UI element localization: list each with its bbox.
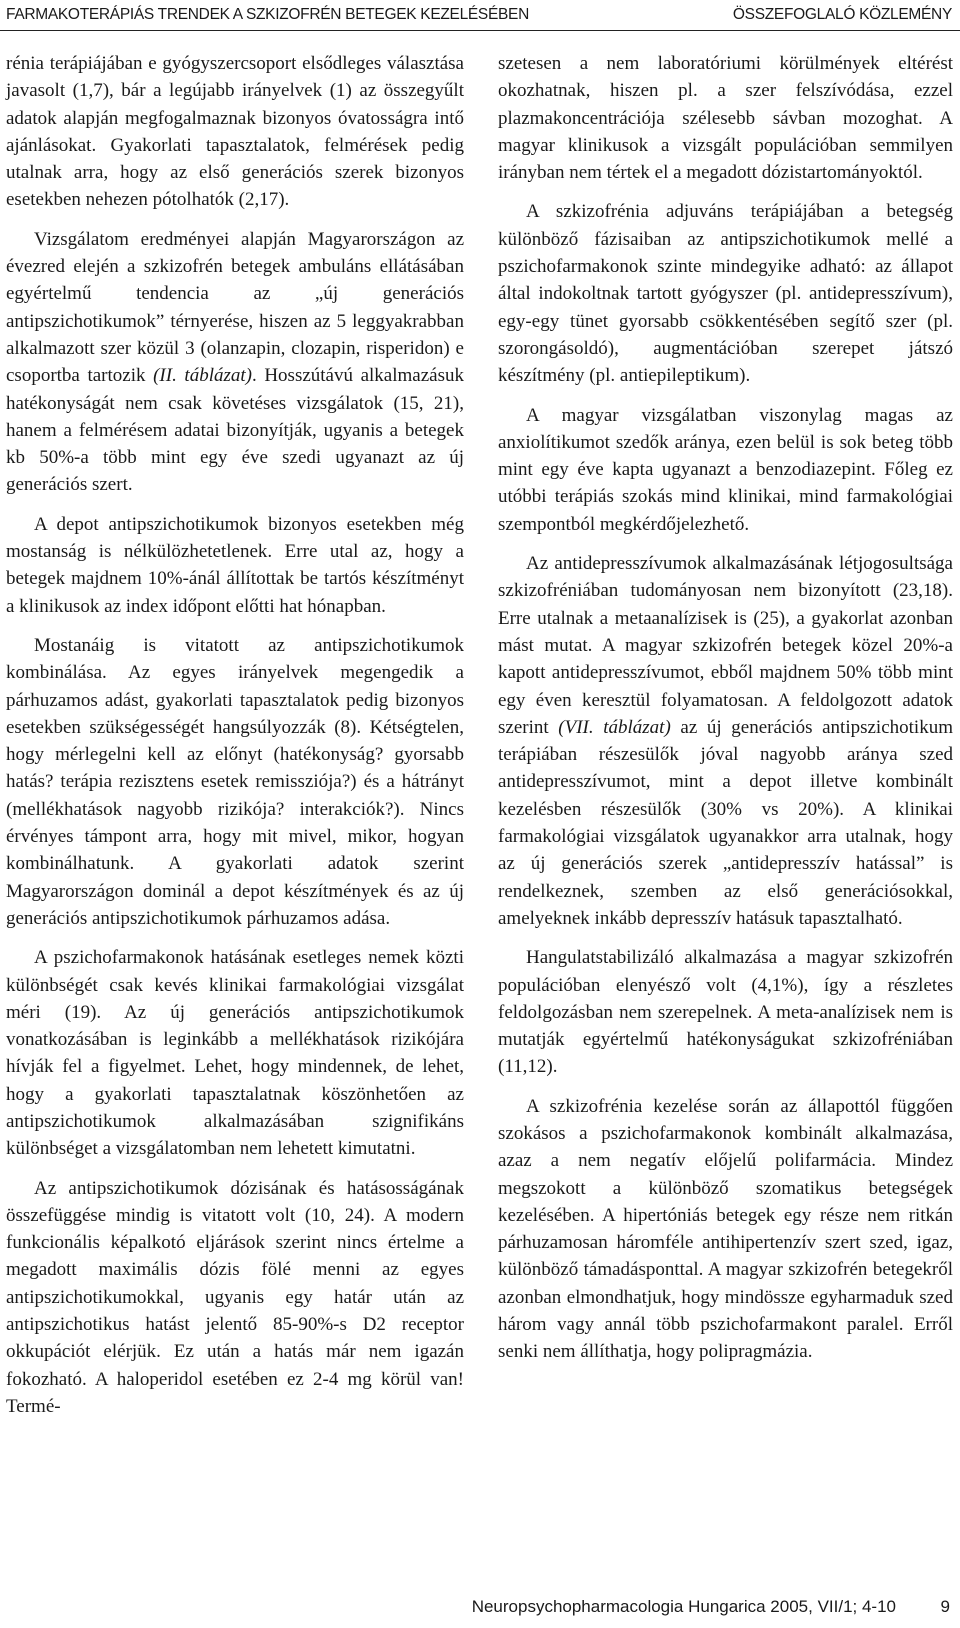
paragraph: Az antipszichotikumok dózisának és hatásosságának összefüggése mindig is vitatott volt (10, 24). A modern funkcionális képalkotó eljárások szerint nincs értelme a megadott maximális dózis fölé menni az egyes antipszichotikumokkal, ugyanis egy határ után az antipszichotikus hatást jelentő 85-90%-s D2 receptor okkupációt elérjük. Ez után a hatás már nem igazán fokozható. A haloperidol esetében ez 2-4 mg körül van! Termé- (6, 1177, 464, 1417)
paragraph: A magyar vizsgálatban viszonylag magas az anxiolítikumot szedők aránya, ezen belül is sok beteg több mint egy éve kapta ugyanazt a benzodiazepint. Főleg ez utóbbi terápiás szokás mind klinikai, mind farmakológiai szempontból megkérdőjelezhető. (498, 404, 953, 535)
header-rule (0, 30, 960, 31)
header-article-title: FARMAKOTERÁPIÁS TRENDEK A SZKIZOFRÉN BETEGEK KEZELÉSÉBEN (6, 6, 529, 23)
running-header (0, 0, 960, 30)
paragraph: rénia terápiájában e gyógyszercsoport elsődleges választása javasolt (1,7), bár a legújabb irányelvek (1) az összegyűlt adatok alapján megfogalmaznak bizonyos óvatosságra intő ajánlásokat. Gyakorlati tapasztalatok, felmérések pedig utalnak arra, hogy az első generációs szerek bizonyos esetekben nehezen pótolhatók (2,17). (6, 53, 464, 211)
paragraph (6, 226, 464, 499)
paragraph (498, 550, 953, 932)
paragraph: Mostanáig is vitatott az antipszichotikumok kombinálása. Az egyes irányelvek megengedik a párhuzamos adást, gyakorlati tapasztalatok pedig bizonyos esetekben szükségességét hangsúlyozzák (8). Kétségtelen, hogy mérlegelni kell az előnyt (hatékonyság? gyorsabb hatás? terápia rezisztens esetek remissziója?) és a hátrányt (mellékhatások nagyobb rizikója? interakciók?). Nincs érvényes támpont arra, hogy mit mivel, mikor, hogyan kombinálhatunk. A gyakorlati adatok szerint Magyarországon dominál a depot készítmények és az új generációs antipszichotikumok párhuzamos adása. (6, 634, 464, 929)
paragraph: A szkizofrénia adjuváns terápiájában a betegség különböző fázisaiban az antipszichotikumok mellé a pszichofarmakonok szinte mindegyike adható: az állapot által indokoltnak tartott gyógyszer (pl. antidepresszívum), egy-egy tünet gyorsabb csökkentésében segítő szer (pl. szorongásoldó), augmentációban szerepet játszó készítmény (pl. antiepileptikum). (498, 201, 953, 387)
paragraph: A pszichofarmakonok hatásának esetleges nemek közti különbségét csak kevés klinikai farmakológiai vizsgálat méri (19). Az új generációs antipszichotikumok vonatkozásában is leginkább a mellékhatások rizikójára hívják fel a figyelmet. Lehet, hogy mindennek, de lehet, hogy a gyakorlati tapasztalatnak köszönhetően az antipszichotikumok alkalmazásában szignifikáns különbséget a vizsgálatomban nem lehetett kimutatni. (6, 947, 464, 1160)
paragraph-text: Az antidepresszívumok alkalmazásának létjogosultsága szkizofréniában tudományosan nem bizonyított (23,18). Erre utalnak a metaanalízisek is (25), a gyakorlat azonban mást mutat. A magyar szkizofrén betegek közel 20%-a kapott antidepresszívumot, ebből majdnem 50% több mint egy éven keresztül folyamatosan. A feldolgozott adatok szerint (498, 553, 953, 738)
journal-citation: Neuropsychopharmacologia Hungarica 2005, VII/1; 4-10 (471, 1597, 896, 1616)
paragraph: szetesen a nem laboratóriumi körülmények eltérést okozhatnak, hiszen pl. a szer felszívódása, ezzel plazmakoncentrációja szélesebb sávban mozoghat. A magyar klinikusok a vizsgált populációban semmilyen irányban nem tértek el a megadott dózistartományoktól. (498, 53, 953, 184)
page-footer (0, 1597, 960, 1621)
paragraph-text: az új generációs antipszichotikum terápiában részesülők jóval nagyobb aránya szed antidepresszívumot, mint a depot illetve kombinált kezelésben részesülők (30% vs 20%). A klinikai farmakológiai vizsgálatok ugyanakkor arra utalnak, hogy az új generációs szerek „antidepresszív hatással” is rendelkeznek, szemben az első generációsokkal, amelyeknek inkább depresszív hatásuk tapasztalható. (498, 716, 953, 929)
paragraph-text: Vizsgálatom eredményei alapján Magyarországon az évezred elején a szkizofrén betegek ambuláns ellátásában egyértelmű tendencia az „új generációs antipszichotikumok” térnyerése, hiszen az 5 leggyakrabban alkalmazott szer közül 3 (olanzapin, clozapin, risperidon) e csoportba tartozik (6, 228, 464, 387)
right-column (498, 50, 953, 1378)
paragraph-text: . Hosszútávú alkalmazásuk hatékonyságát nem csak követéses vizsgálatok (15, 21), hanem a felmérésem adatai bizonyítják, ugyanis a betegek kb 50%-a több mint egy éve szedi ugyanazt az új generációs szert. (6, 365, 464, 496)
page-number: 9 (940, 1597, 950, 1616)
table-reference: (VII. táblázat) (558, 716, 671, 738)
left-column (6, 50, 464, 1432)
paragraph: Hangulatstabilizáló alkalmazása a magyar szkizofrén populációban elenyésző volt (4,1%), így a részletes feldolgozásban nem szerepelnek. A meta-analízisek nem is mutatják egyértelmű hatékonyságukat szkizofréniában (11,12). (498, 947, 953, 1078)
header-article-type: ÖSSZEFOGLALÓ KÖZLEMÉNY (732, 6, 952, 23)
paragraph: A depot antipszichotikumok bizonyos esetekben még mostanság is nélkülözhetetlenek. Erre utal az, hogy a betegek majdnem 10%-ánál állítottak be tartós készítményt a klinikusok az index időpont előtti hat hónapban. (6, 513, 464, 617)
paragraph: A szkizofrénia kezelése során az állapottól függően szokásos a pszichofarmakonok kombinált alkalmazása, azaz a nem negatív előjelű polifarmácia. Mindez megszokott a különböző szomatikus betegségek kezelésében. A hipertóniás betegek egy része nem ritkán párhuzamosan háromféle antihipertenzív szert szed, igaz, különböző támadásponttal. A magyar szkizofrén betegekről azonban elmondhatjuk, hogy mindössze egyharmaduk szed három vagy annál több pszichofarmakont paralel. Erről senki nem állíthatja, hogy polipragmázia. (498, 1095, 953, 1363)
table-reference: (II. táblázat) (153, 365, 252, 387)
